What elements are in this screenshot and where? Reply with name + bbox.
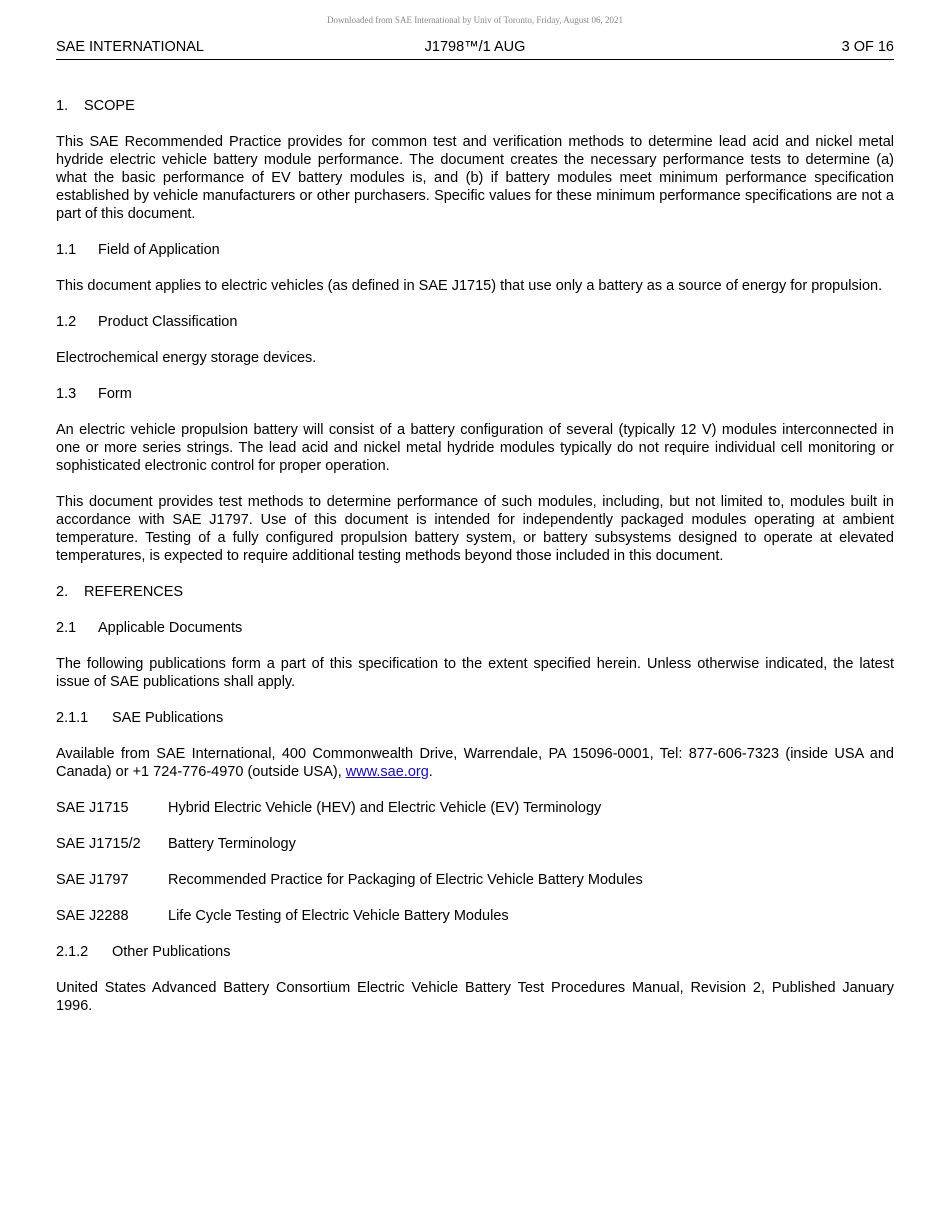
section-title: REFERENCES <box>84 584 184 600</box>
download-watermark: Downloaded from SAE International by Univ of Toronto, Friday, August 06, 2021 <box>326 15 624 25</box>
reference-code: SAE J1797 <box>56 872 129 888</box>
section-number: 2.1 <box>56 620 77 636</box>
section-heading-other-publications <box>56 943 894 961</box>
header-document-id: J1798™/1 AUG <box>424 39 526 55</box>
section-heading-references <box>56 583 894 601</box>
sae-website-link[interactable]: www.sae.org <box>345 764 429 780</box>
section-title: Form <box>98 386 132 402</box>
sae-address-end: . <box>428 764 433 780</box>
sae-address-text: Available from SAE International, 400 Commonwealth Drive, Warrendale, PA 15096-0001, Tel: 877-606-7323 (inside USA and Canada) or +1 724-776-4970 (outside USA), <box>56 746 894 780</box>
scope-paragraph: This SAE Recommended Practice provides for common test and verification methods to determine lead acid and nickel metal hydride electric vehicle battery module performance. The document creates the necessary performance tests to determine (a) what the basic performance of EV battery modules is, and (b) if battery modules meet minimum performance specification established by vehicle manufacturers or other purchasers. Specific values for these minimum performance specifications are not a part of this document. <box>56 134 894 222</box>
reference-entry <box>56 835 894 853</box>
reference-title: Recommended Practice for Packaging of Electric Vehicle Battery Modules <box>168 872 643 888</box>
document-body <box>56 97 894 1033</box>
header-page-number: 3 OF 16 <box>841 39 894 55</box>
reference-title: Life Cycle Testing of Electric Vehicle Battery Modules <box>168 908 509 924</box>
section-number: 1.2 <box>56 314 77 330</box>
section-title: Other Publications <box>112 944 231 960</box>
section-title: SCOPE <box>84 98 135 114</box>
section-title: Field of Application <box>98 242 220 258</box>
section-heading-form <box>56 385 894 403</box>
section-heading-field-of-application <box>56 241 894 259</box>
section-title: Product Classification <box>98 314 238 330</box>
reference-title: Battery Terminology <box>168 836 296 852</box>
section-number: 2. <box>56 584 69 600</box>
section-number: 1.1 <box>56 242 77 258</box>
section-number: 1.3 <box>56 386 77 402</box>
applicable-documents-paragraph: The following publications form a part of this specification to the extent specified herein. Unless otherwise indicated, the latest issue of SAE publications shall apply. <box>56 656 894 690</box>
section-number: 1. <box>56 98 69 114</box>
section-number: 2.1.1 <box>56 710 89 726</box>
field-of-application-paragraph: This document applies to electric vehicles (as defined in SAE J1715) that use only a battery as a source of energy for propulsion. <box>56 278 883 294</box>
reference-entry <box>56 871 894 889</box>
sae-publications-paragraph <box>56 745 894 781</box>
section-heading-sae-publications <box>56 709 894 727</box>
reference-entry <box>56 799 894 817</box>
section-title: SAE Publications <box>112 710 224 726</box>
reference-entry <box>56 907 894 925</box>
reference-code: SAE J1715/2 <box>56 836 141 852</box>
section-number: 2.1.2 <box>56 944 89 960</box>
other-publications-paragraph: United States Advanced Battery Consortium Electric Vehicle Battery Test Procedures Manual, Revision 2, Published January 1996. <box>56 980 894 1014</box>
section-title: Applicable Documents <box>98 620 243 636</box>
form-paragraph-2: This document provides test methods to determine performance of such modules, including, but not limited to, modules built in accordance with SAE J1797. Use of this document is intended for independently packaged modules operating at ambient temperature. Testing of a fully configured propulsion battery system, or battery subsystems designed to operate at elevated temperatures, is expected to require additional testing methods beyond those included in this document. <box>56 494 894 564</box>
reference-code: SAE J1715 <box>56 800 129 816</box>
section-heading-product-classification <box>56 313 894 331</box>
header-organization: SAE INTERNATIONAL <box>56 39 204 55</box>
page-header <box>56 39 894 60</box>
reference-code: SAE J2288 <box>56 908 129 924</box>
product-classification-paragraph: Electrochemical energy storage devices. <box>56 350 317 366</box>
section-heading-scope <box>56 97 894 115</box>
form-paragraph-1: An electric vehicle propulsion battery will consist of a battery configuration of several (typically 12 V) modules interconnected in one or more series strings. The lead acid and nickel metal hydride modules typically do not require individual cell monitoring or sophisticated electronic control for proper operation. <box>56 422 894 474</box>
section-heading-applicable-documents <box>56 619 894 637</box>
reference-title: Hybrid Electric Vehicle (HEV) and Electric Vehicle (EV) Terminology <box>168 800 602 816</box>
